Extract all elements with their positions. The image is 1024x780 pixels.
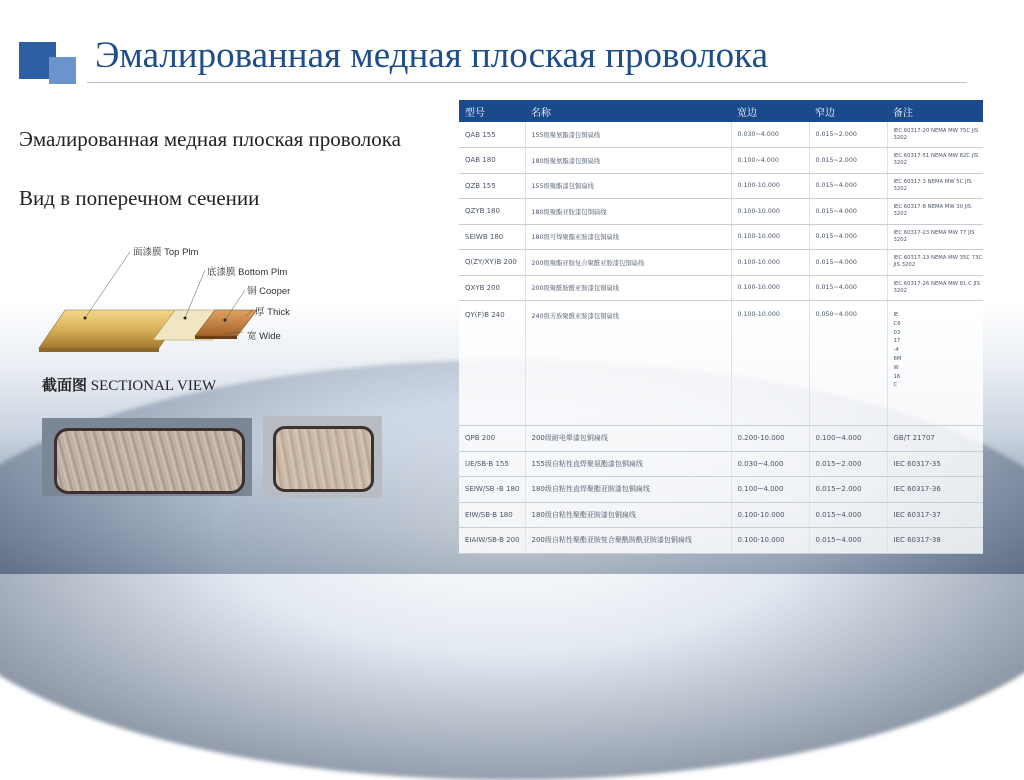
table-row bbox=[459, 301, 983, 426]
cell-wide: 0.100-10.000 bbox=[731, 250, 809, 276]
cell-note-vertical: IEC60317-46MW16C bbox=[893, 312, 902, 389]
cell-wide: 0.030~4.000 bbox=[731, 122, 809, 148]
table-row bbox=[459, 528, 983, 554]
table-row bbox=[459, 199, 983, 225]
cell-name: 155级聚酯漆包铜扁线 bbox=[525, 173, 731, 199]
header-model: 型号 bbox=[459, 100, 525, 122]
sectional-view-prefix: 截面图 bbox=[42, 378, 88, 394]
table-row bbox=[459, 224, 983, 250]
cell-model: SEIWB 180 bbox=[459, 224, 525, 250]
sectional-view-title bbox=[42, 378, 216, 395]
cell-note: IEC 60317-37 bbox=[887, 502, 983, 528]
table-row bbox=[459, 477, 983, 503]
title-divider bbox=[87, 82, 967, 83]
cell-narrow: 0.050~4.000 bbox=[809, 301, 887, 426]
cell-name: 200级自粘性聚酯亚胺复合聚酰胺酰亚胺漆包铜扁线 bbox=[525, 528, 731, 554]
cell-wide: 0.200-10.000 bbox=[731, 426, 809, 452]
cell-narrow: 0.100~4.000 bbox=[809, 426, 887, 452]
specs-table bbox=[459, 100, 983, 554]
table-row bbox=[459, 250, 983, 276]
header-wide: 宽边 bbox=[731, 100, 809, 122]
cell-narrow: 0.015~4.000 bbox=[809, 528, 887, 554]
cell-wide: 0.100-10.000 bbox=[731, 301, 809, 426]
cell-note: IEC 60317-51 NEMA MW 82C JIS 3202 bbox=[887, 148, 983, 174]
cell-note: IEC 60317-13 NEMA MW 35C 73C JIS 3202 bbox=[887, 250, 983, 276]
cell-wide: 0.100-10.000 bbox=[731, 224, 809, 250]
cell-model: QAB 155 bbox=[459, 122, 525, 148]
label-thick: 厚 Thick bbox=[255, 307, 290, 318]
cell-narrow: 0.015~4.000 bbox=[809, 199, 887, 225]
cell-name: 180级聚酯亚胺漆包铜扁线 bbox=[525, 199, 731, 225]
cell-name: 200级聚酯亚胺复合聚酰亚胺漆包铜扁线 bbox=[525, 250, 731, 276]
cell-name: 180级自粘性聚酯亚胺漆包铜扁线 bbox=[525, 502, 731, 528]
cell-model: EIAIW/SB-B 200 bbox=[459, 528, 525, 554]
cell-note: IEC 60317-35 bbox=[887, 451, 983, 477]
cell-narrow: 0.015~2.000 bbox=[809, 477, 887, 503]
cell-narrow: 0.015~2.000 bbox=[809, 148, 887, 174]
cell-narrow: 0.015~2.000 bbox=[809, 122, 887, 148]
cell-model: QY(F)B 240 bbox=[459, 301, 525, 426]
cell-narrow: 0.015~4.000 bbox=[809, 275, 887, 301]
cell-name: 180级可焊聚酯亚胺漆包铜扁线 bbox=[525, 224, 731, 250]
cell-note: IEC 60317-20 NEMA MW 75C JIS 3202 bbox=[887, 122, 983, 148]
label-bottom-film: 底漆膜 Bottom Plm bbox=[207, 267, 288, 278]
table-header-row bbox=[459, 100, 983, 122]
cell-narrow: 0.015~4.000 bbox=[809, 224, 887, 250]
cell-wide: 0.100-10.000 bbox=[731, 528, 809, 554]
cell-wide: 0.100~4.000 bbox=[731, 477, 809, 503]
table-row bbox=[459, 426, 983, 452]
cell-model: SEIW/SB -B 180 bbox=[459, 477, 525, 503]
cell-model: EIW/SB-B 180 bbox=[459, 502, 525, 528]
logo-square-light bbox=[49, 57, 76, 84]
table-row bbox=[459, 173, 983, 199]
cell-narrow: 0.015~4.000 bbox=[809, 250, 887, 276]
cell-model: QPB 200 bbox=[459, 426, 525, 452]
cell-wide: 0.100-10.000 bbox=[731, 502, 809, 528]
header-narrow: 窄边 bbox=[809, 100, 887, 122]
cell-model: UE/SB-B 155 bbox=[459, 451, 525, 477]
cell-narrow: 0.015~2.000 bbox=[809, 451, 887, 477]
table-row bbox=[459, 502, 983, 528]
cell-wide: 0.100-10.000 bbox=[731, 275, 809, 301]
header-name: 名称 bbox=[525, 100, 731, 122]
cell-name: 155级聚氨酯漆包铜扁线 bbox=[525, 122, 731, 148]
cell-model: Q(ZY/XY)B 200 bbox=[459, 250, 525, 276]
label-wide: 宽 Wide bbox=[247, 331, 281, 342]
cell-name: 180级聚氨酯漆包铜扁线 bbox=[525, 148, 731, 174]
cell-wide: 0.030~4.000 bbox=[731, 451, 809, 477]
slide-title: Эмалированная медная плоская проволока bbox=[95, 35, 769, 76]
table-row bbox=[459, 275, 983, 301]
cell-note: IEC 60317-26 NEMA MW 81 C JIS 3202 bbox=[887, 275, 983, 301]
cell-wide: 0.100-10.000 bbox=[731, 199, 809, 225]
section-caption: Вид в поперечном сечении bbox=[19, 186, 260, 210]
cross-section-photo-narrow bbox=[263, 416, 382, 498]
cell-note: IEC 60317-23 NEMA MW 77 JIS 3202 bbox=[887, 224, 983, 250]
cross-section-photo-wide bbox=[42, 418, 252, 496]
cell-note: GB/T 21707 bbox=[887, 426, 983, 452]
subtitle: Эмалированная медная плоская проволока bbox=[19, 127, 401, 151]
cell-note: IEC 60317-8 NEMA MW 30 JIS 3202 bbox=[887, 199, 983, 225]
cell-model: QXYB 200 bbox=[459, 275, 525, 301]
sectional-view-text: SECTIONAL VIEW bbox=[90, 378, 217, 394]
table-row bbox=[459, 122, 983, 148]
cell-note: IEC 60317-36 bbox=[887, 477, 983, 503]
label-top-film: 面漆膜 Top Plm bbox=[133, 247, 199, 258]
header-note: 备注 bbox=[887, 100, 983, 122]
cell-name: 180级自粘性直焊聚酯亚胺漆包铜扁线 bbox=[525, 477, 731, 503]
cell-narrow: 0.015~4.000 bbox=[809, 502, 887, 528]
cell-name: 240级芳族聚酰亚胺漆包铜扁线 bbox=[525, 301, 731, 426]
cell-name: 155级自粘性直焊聚氨酯漆包铜扁线 bbox=[525, 451, 731, 477]
cell-note: IEC 60317-3 NEMA MW 5C JIS 3202 bbox=[887, 173, 983, 199]
table-row bbox=[459, 148, 983, 174]
cell-note bbox=[887, 301, 983, 426]
cell-narrow: 0.015~4.000 bbox=[809, 173, 887, 199]
wire-diagram bbox=[35, 238, 325, 360]
cell-wide: 0.100-10.000 bbox=[731, 173, 809, 199]
cell-note: IEC 60317-38 bbox=[887, 528, 983, 554]
table-row bbox=[459, 451, 983, 477]
cell-model: QAB 180 bbox=[459, 148, 525, 174]
cell-name: 200级耐电晕漆包铜扁线 bbox=[525, 426, 731, 452]
cell-name: 200级聚酰胺酰亚胺漆包铜扁线 bbox=[525, 275, 731, 301]
label-copper: 铜 Cooper bbox=[247, 286, 291, 297]
cell-model: QZB 155 bbox=[459, 173, 525, 199]
cell-model: QZYB 180 bbox=[459, 199, 525, 225]
cell-wide: 0.100~4.000 bbox=[731, 148, 809, 174]
